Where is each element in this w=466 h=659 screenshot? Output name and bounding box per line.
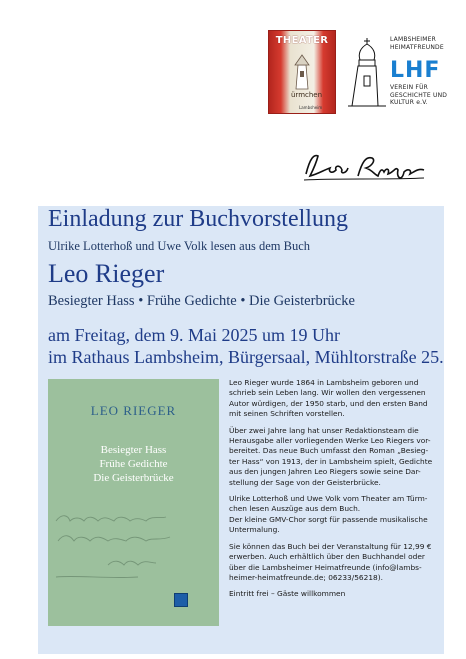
lhf-line: VEREIN FÜR [390, 84, 429, 91]
lhf-logo-mark: LHF [390, 58, 441, 83]
text-line: Eintritt frei – Gäste willkommen [229, 589, 346, 599]
event-date: am Freitag, dem 9. Mai 2025 um 19 Uhr [48, 325, 340, 345]
text-line: Herausgabe aller vorliegenden Werke Leo Riegers vor- [229, 436, 431, 446]
cover-titles [48, 443, 219, 485]
intro-line: Ulrike Lotterhoß und Uwe Volk lesen aus dem Buch [48, 239, 310, 253]
text-line: über die Lambsheimer Heimatfreunde (info@lambs- [229, 562, 422, 572]
book-subtitle: Besiegter Hass • Frühe Gedichte • Die Geisterbrücke [48, 293, 355, 309]
text-line: heimer-heimatfreunde.de; 06233/56218). [229, 572, 383, 582]
lhf-line: GESCHICHTE UND [390, 91, 448, 99]
lhf-line: LAMBSHEIMER [390, 36, 436, 43]
event-location: im Rathaus Lambsheim, Bürgersaal, Mühltorstraße 25. [48, 347, 444, 367]
body-text [229, 378, 437, 606]
text-line: chen lesen Auszüge aus dem Buch. [229, 504, 361, 514]
book-cover [48, 379, 219, 626]
text-line: aus den jungen Jahren Leo Riegers sowie seine Dar- [229, 467, 421, 477]
text-line: Der kleine GMV-Chor sorgt für passende musikalische [229, 514, 428, 524]
text-line: Untermalung. [229, 525, 280, 535]
cover-title-line: Die Geisterbrücke [93, 472, 174, 484]
paragraph-edition [229, 426, 437, 488]
church-tower-icon [346, 36, 388, 108]
text-line: schrieb sein Leben lang. Wir wollen den vergessenen [229, 388, 426, 398]
paragraph-purchase [229, 542, 437, 584]
cover-author: LEO RIEGER [90, 403, 177, 418]
text-line: Autor würdigen, der 1950 starb, und den ersten Band [229, 398, 428, 408]
text-line: Ulrike Lotterhoß und Uwe Volk vom Theater am Türm- [229, 494, 428, 504]
text-line: Über zwei Jahre lang hat unser Redaktionsteam die [229, 425, 419, 435]
cover-handwriting [48, 507, 219, 597]
text-line: mit seinen Schriften vorstellen. [229, 409, 345, 419]
paragraph-birth [229, 378, 437, 420]
book-title: Leo Rieger [48, 259, 165, 288]
event-details [48, 324, 444, 368]
cover-title-line: Besiegter Hass [100, 444, 167, 456]
signature-graphic [300, 148, 430, 184]
headline: Einladung zur Buchvorstellung [48, 206, 348, 232]
text-line: erwerben. Auch erhältlich über den Buchhandel oder [229, 552, 425, 562]
lhf-logo-bottom-text [390, 84, 447, 107]
text-line: ter Hass“ von 1913, der in Lambsheim spielt, Gedichte [229, 456, 433, 466]
lhf-line: HEIMATFREUNDE [390, 43, 444, 51]
cover-title-line: Frühe Gedichte [99, 458, 168, 470]
paragraph-readers [229, 494, 437, 536]
theater-logo-subtitle: ürmchen [291, 91, 323, 99]
theater-logo [268, 30, 336, 114]
theater-logo-title: THEATER [275, 35, 329, 46]
tower-icon [287, 51, 317, 91]
theater-logo-place: Lambsheim [299, 105, 323, 110]
text-line: Sie können das Buch bei der Veranstaltung für 12,99 € [229, 541, 432, 551]
signature [300, 148, 430, 189]
text-line: bereitet. Das neue Buch umfasst den Roman „Besieg- [229, 446, 429, 456]
lhf-logo [346, 36, 456, 120]
text-line: stellung der Sage von der Geisterbrücke. [229, 477, 381, 487]
text-line: Leo Rieger wurde 1864 in Lambsheim geboren und [229, 378, 419, 387]
paragraph-admission [229, 589, 437, 599]
publisher-badge-icon [174, 593, 188, 607]
lhf-line: KULTUR e.V. [390, 99, 428, 106]
lhf-logo-top-text [390, 36, 444, 51]
